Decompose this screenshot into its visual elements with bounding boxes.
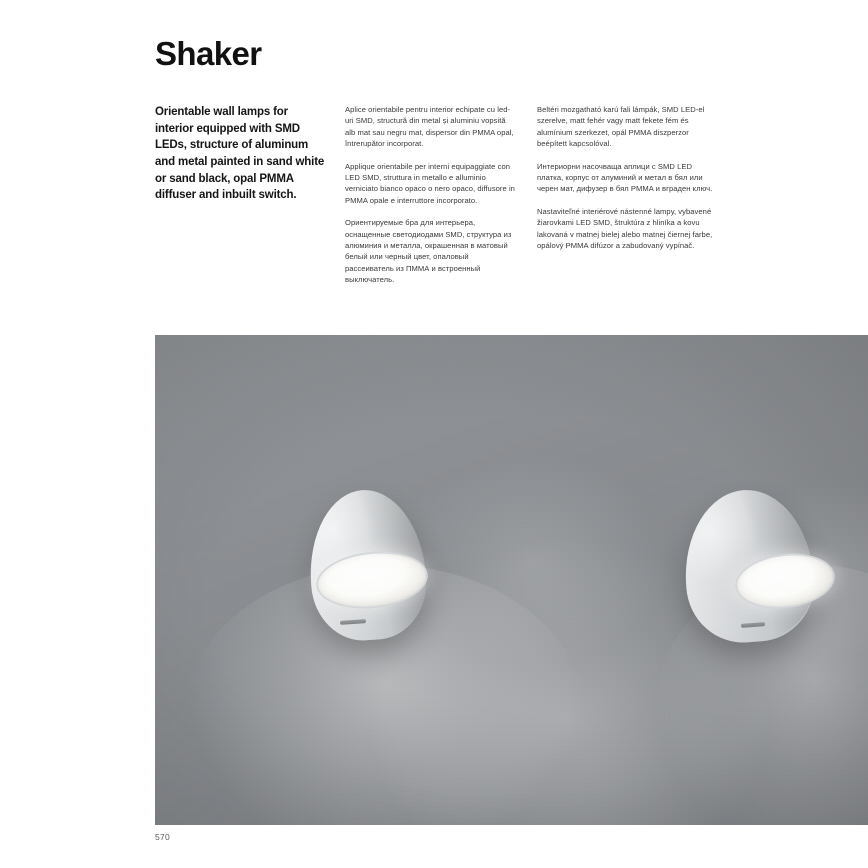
page-number: 570 xyxy=(155,832,171,842)
lead-paragraph: Orientable wall lamps for interior equipped with SMD LEDs, structure of aluminum and metal painted in sand white or sand black, opal PMMA diffuser and inbuilt switch. xyxy=(155,106,325,202)
paragraph-bg: Интериорни насочваща аплици с SMD LED платка, корпус от алуминий и метал в бял или черен мат, дифузер в бял PMMA и вграден ключ. xyxy=(537,161,713,194)
paragraph-ro: Aplice orientabile pentru interior echipate cu led-uri SMD, structură din metal și aluminiu vopsită alb mat sau negru mat, dispersor din PMMA opal, întrerupător incorporat. xyxy=(345,105,514,149)
product-photo xyxy=(155,335,868,825)
paragraph-ru: Ориентируемые бра для интерьера, оснащенные светодиодами SMD, структура из алюминия и металла, окрашенная в матовый белый или черный цвет, опаловый рассеиватель из ПММА и встроенный выключатель. xyxy=(345,218,512,285)
paragraph-sk: Nastaviteľné interiérové nástenné lampy, vybavené žiarovkami LED SMD, štruktúra z hliníka a kovu lakovaná v matnej bielej alebo matnej čiernej farbe, opálový PMMA difúzor a zabudovaný vypínač. xyxy=(537,206,713,250)
wall-lamp-right xyxy=(685,490,868,655)
paragraph-it: Applique orientabile per interni equipaggiate con LED SMD, struttura in metallo e alluminio verniciato bianco opaco o nero opaco, diffusore in PMMA opale e interruttore incorporato. xyxy=(345,161,515,205)
translations-column-middle xyxy=(345,104,517,285)
paragraph-hu: Beltéri mozgatható karú fali lámpák, SMD LED-el szerelve, matt fehér vagy matt fekete fém és alumínium szerkezet, opál PMMA diszperzor beépített kapcsolóval. xyxy=(537,105,705,149)
page-title: Shaker xyxy=(155,35,262,72)
lead-description-column xyxy=(155,104,327,204)
translations-column-right xyxy=(537,104,713,251)
wall-lamp-left xyxy=(298,490,440,655)
